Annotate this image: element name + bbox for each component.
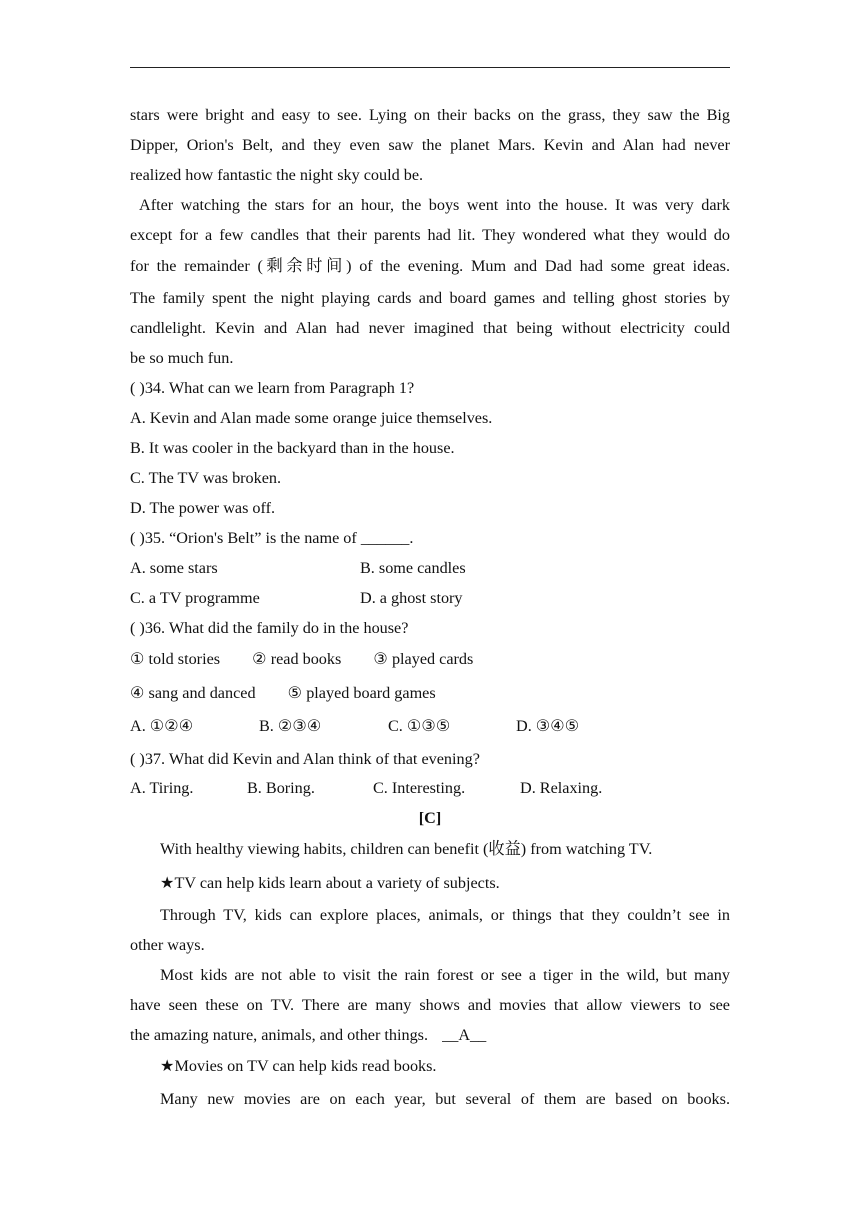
question-36-item-1: ① told stories — [130, 650, 221, 668]
section-c-line: Many new movies are on each year, but several of them are based on books. — [160, 1090, 730, 1108]
passage-line: realized how fantastic the night sky could be. — [130, 166, 424, 184]
section-c-line: Most kids are not able to visit the rain forest or see a tiger in the wild, but many — [160, 966, 730, 984]
section-c-subheading: ★Movies on TV can help kids read books. — [160, 1057, 437, 1075]
question-37-option-a: A. Tiring. — [130, 779, 194, 797]
header-rule — [130, 67, 730, 68]
question-36-item-5: ⑤ played board games — [287, 684, 436, 702]
question-37-option-c: C. Interesting. — [373, 779, 466, 797]
question-37-stem: ( )37. What did Kevin and Alan think of that evening? — [130, 750, 480, 768]
question-34-option-b: B. It was cooler in the backyard than in the house. — [130, 439, 455, 457]
section-c-subheading: ★TV can help kids learn about a variety of subjects. — [160, 874, 500, 892]
question-35-option-d: D. a ghost story — [360, 589, 463, 607]
question-35-option-a: A. some stars — [130, 559, 218, 577]
question-36-item-3: ③ played cards — [373, 650, 474, 668]
passage-line: for the remainder (剩余时间) of the evening. Mum and Dad had some great ideas. — [130, 257, 730, 275]
passage-line: After watching the stars for an hour, the boys went into the house. It was very dark — [139, 196, 730, 214]
question-37-option-b: B. Boring. — [247, 779, 315, 797]
answer-blank-a: __A__ — [442, 1026, 487, 1044]
question-34-option-a: A. Kevin and Alan made some orange juice themselves. — [130, 409, 493, 427]
question-36-items-row-2 — [130, 682, 730, 704]
question-36-stem: ( )36. What did the family do in the house? — [130, 619, 409, 637]
passage-line: except for a few candles that their parents had lit. They wondered what they would do — [130, 226, 730, 244]
passage-line: The family spent the night playing cards and board games and telling ghost stories by — [130, 289, 730, 307]
section-c-line: have seen these on TV. There are many shows and movies that allow viewers to see — [130, 996, 730, 1014]
question-36-items-row-1 — [130, 648, 730, 670]
question-36-option-a: A. ①②④ — [130, 717, 194, 735]
section-c-line: Through TV, kids can explore places, animals, or things that they couldn’t see in — [160, 906, 730, 924]
question-37-option-d: D. Relaxing. — [520, 779, 603, 797]
question-35-option-b: B. some candles — [360, 559, 466, 577]
passage-line: be so much fun. — [130, 349, 234, 367]
question-34-stem: ( )34. What can we learn from Paragraph 1? — [130, 379, 415, 397]
passage-line: candlelight. Kevin and Alan had never imagined that being without electricity could — [130, 319, 730, 337]
section-c-heading: [C] — [418, 809, 442, 827]
question-36-option-b: B. ②③④ — [259, 717, 322, 735]
section-c-line: With healthy viewing habits, children can benefit (收益) from watching TV. — [160, 840, 653, 858]
passage-line: stars were bright and easy to see. Lying on their backs on the grass, they saw the Big — [130, 106, 730, 124]
question-34-option-c: C. The TV was broken. — [130, 469, 282, 487]
question-35-option-c: C. a TV programme — [130, 589, 260, 607]
question-35-row-1 — [130, 557, 730, 579]
section-c-line-with-blank — [130, 1024, 730, 1046]
question-35-stem: ( )35. “Orion's Belt” is the name of ______. — [130, 529, 414, 547]
section-c-line: other ways. — [130, 936, 205, 954]
question-35-row-2 — [130, 587, 730, 609]
question-36-item-2: ② read books — [252, 650, 342, 668]
question-36-option-c: C. ①③⑤ — [388, 717, 451, 735]
question-34-option-d: D. The power was off. — [130, 499, 276, 517]
question-36-item-4: ④ sang and danced — [130, 684, 256, 702]
section-c-line: the amazing nature, animals, and other things. — [130, 1026, 429, 1044]
passage-line: Dipper, Orion's Belt, and they even saw the planet Mars. Kevin and Alan had never — [130, 136, 730, 154]
question-36-option-d: D. ③④⑤ — [516, 717, 580, 735]
